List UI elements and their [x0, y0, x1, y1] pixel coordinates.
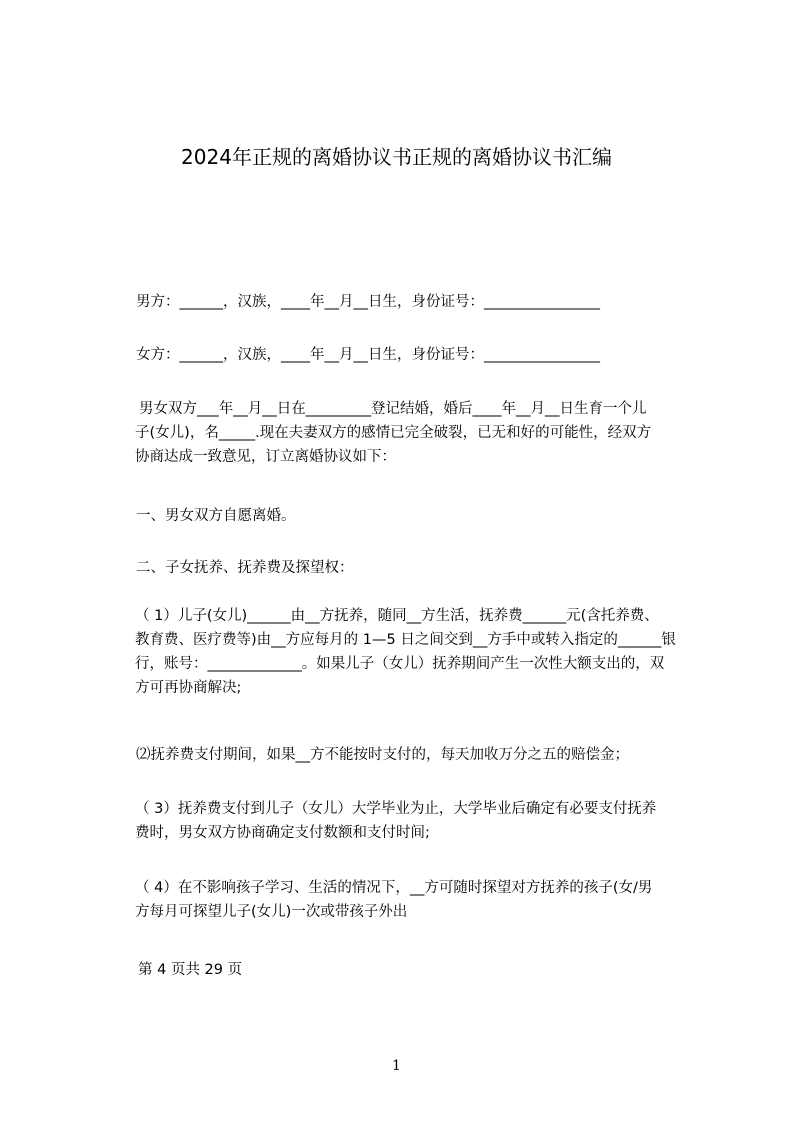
text-line: 协商达成一致意见，订立离婚协议如下：: [135, 449, 396, 465]
item-2-paragraph: ⑵抚养费支付期间，如果__方不能按时支付的，每天加收万分之五的赔偿金；: [136, 747, 629, 763]
text-line: 行，账号：_____________。如果儿子（女儿）抚养期间产生一次性大额支出的，双: [135, 656, 665, 672]
male-party-line: 男方：______，汉族，____年__月__日生，身份证号：________________: [136, 294, 600, 310]
clause-heading-2: 二、子女抚养、抚养费及探望权：: [136, 560, 354, 576]
text-line: 方每月可探望儿子(女儿)一次或带孩子外出: [135, 904, 408, 920]
female-party-line: 女方：______，汉族，____年__月__日生，身份证号：________________: [136, 347, 600, 363]
intro-paragraph: [135, 397, 699, 469]
text-line: （ 1）儿子(女儿)______由__方抚养，随同__方生活，抚养费______元(含托养费、: [135, 608, 659, 624]
text-line: 方可再协商解决;: [135, 680, 242, 696]
text-line: 费时，男女双方协商确定支付数额和支付时间;: [135, 825, 430, 841]
item-3-paragraph: [135, 797, 699, 845]
text-line: 子(女儿)，名_____.现在夫妻双方的感情已完全破裂，已无和好的可能性，经双方: [135, 425, 652, 441]
text-line: （ 3）抚养费支付到儿子（女儿）大学毕业为止，大学毕业后确定有必要支付抚养: [135, 801, 657, 817]
text-line: 教育费、医疗费等)由__方应每月的 1—5 日之间交到__方手中或转入指定的______银: [135, 632, 676, 648]
item-4-paragraph: [135, 876, 699, 924]
text-line: 男女双方___年__月__日在_________登记结婚，婚后____年__月__日生育一个儿: [139, 401, 647, 417]
document-title: 2024年正规的离婚协议书正规的离婚协议书汇编: [181, 145, 612, 169]
item-1-paragraph: [135, 604, 699, 700]
text-line: （ 4）在不影响孩子学习、生活的情况下，__方可随时探望对方抚养的孩子(女/男: [135, 880, 653, 896]
clause-heading-1: 一、男女双方自愿离婚。: [136, 508, 296, 524]
page-count-label: 第 4 页共 29 页: [138, 962, 243, 978]
page-number: 1: [392, 1058, 401, 1074]
